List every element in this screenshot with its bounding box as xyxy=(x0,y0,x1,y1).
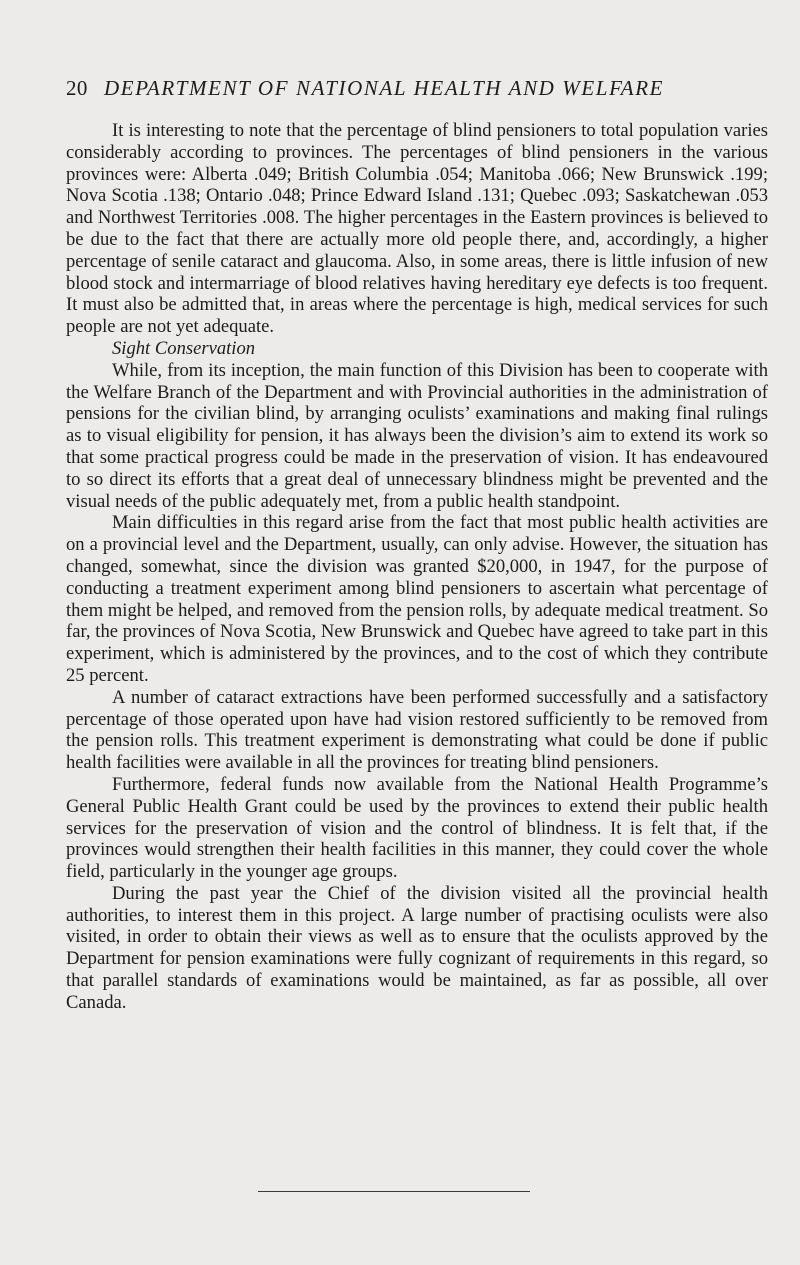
page-number: 20 xyxy=(66,76,88,100)
paragraph-blind-pensioner-percentages: It is interesting to note that the percentage of blind pensioners to total population varies considerably according to provinces. The percentages of blind pensioners in the various provinces were: Alberta .049; British Columbia .054; Manitoba .066; New Brunswick .199; Nova Scotia .138; Ontario .048; Prince Edward Island .131; Quebec .093; Saskatchewan .053 and Northwest Territories .008. The higher percentages in the Eastern provinces is believed to be due to the fact that there are actually more old people there, and, accordingly, a higher percentage of senile cataract and glaucoma. Also, in some areas, there is little infusion of new blood stock and intermarriage of blood relatives having hereditary eye defects is too frequent. It must also be admitted that, in areas where the percentage is high, medical services for such people are not yet adequate. xyxy=(66,120,768,338)
paragraph-federal-funds: Furthermore, federal funds now available from the National Health Programme’s General Public Health Grant could be used by the provinces to extend their public health services for the preservation of vision and the control of blindness. It is felt that, if the provinces would strengthen their health facilities in this manner, they could cover the whole field, particularly in the younger age groups. xyxy=(66,773,768,883)
paragraph-cataract-extractions: A number of cataract extractions have been performed successfully and a satisfactory percentage of those operated upon have had vision restored sufficiently to be removed from the pension rolls. This treatment experiment is demonstrating what could be done if public health facilities were available in all the provinces for treating blind pensioners. xyxy=(66,686,768,774)
header-title: DEPARTMENT OF NATIONAL HEALTH AND WELFARE xyxy=(104,76,665,100)
paragraph-division-function: While, from its inception, the main function of this Division has been to cooperate with the Welfare Branch of the Department and with Provincial authorities in the administration of pensions for the civilian blind, by arranging oculists’ examinations and making final rulings as to visual eligibility for pension, it has always been the division’s aim to extend its work so that some practical progress could be made in the preservation of vision. It has endeavoured to so direct its efforts that a great deal of unnecessary blindness might be prevented and the visual needs of the public adequately met, from a public health standpoint. xyxy=(66,359,768,512)
running-header xyxy=(66,76,786,101)
paragraph-chief-visits: During the past year the Chief of the division visited all the provincial health authorities, to interest them in this project. A large number of practising oculists were also visited, in order to obtain their views as well as to ensure that the oculists approved by the Department for pension examinations were fully cognizant of requirements in this regard, so that parallel standards of examinations would be maintained, as far as possible, all over Canada. xyxy=(66,882,768,1013)
body-text xyxy=(66,120,768,1014)
section-heading-sight-conservation: Sight Conservation xyxy=(112,337,256,359)
closing-rule xyxy=(258,1191,530,1192)
paragraph-main-difficulties: Main difficulties in this regard arise from the fact that most public health activities are on a provincial level and the Department, usually, can only advise. However, the situation has changed, somewhat, since the division was granted $20,000, in 1947, for the purpose of conducting a treatment experiment among blind pensioners to ascertain what percentage of them might be helped, and removed from the pension rolls, by adequate medical treatment. So far, the provinces of Nova Scotia, New Brunswick and Quebec have agreed to take part in this experiment, which is administered by the provinces, and to the cost of which they contribute 25 percent. xyxy=(66,512,768,686)
